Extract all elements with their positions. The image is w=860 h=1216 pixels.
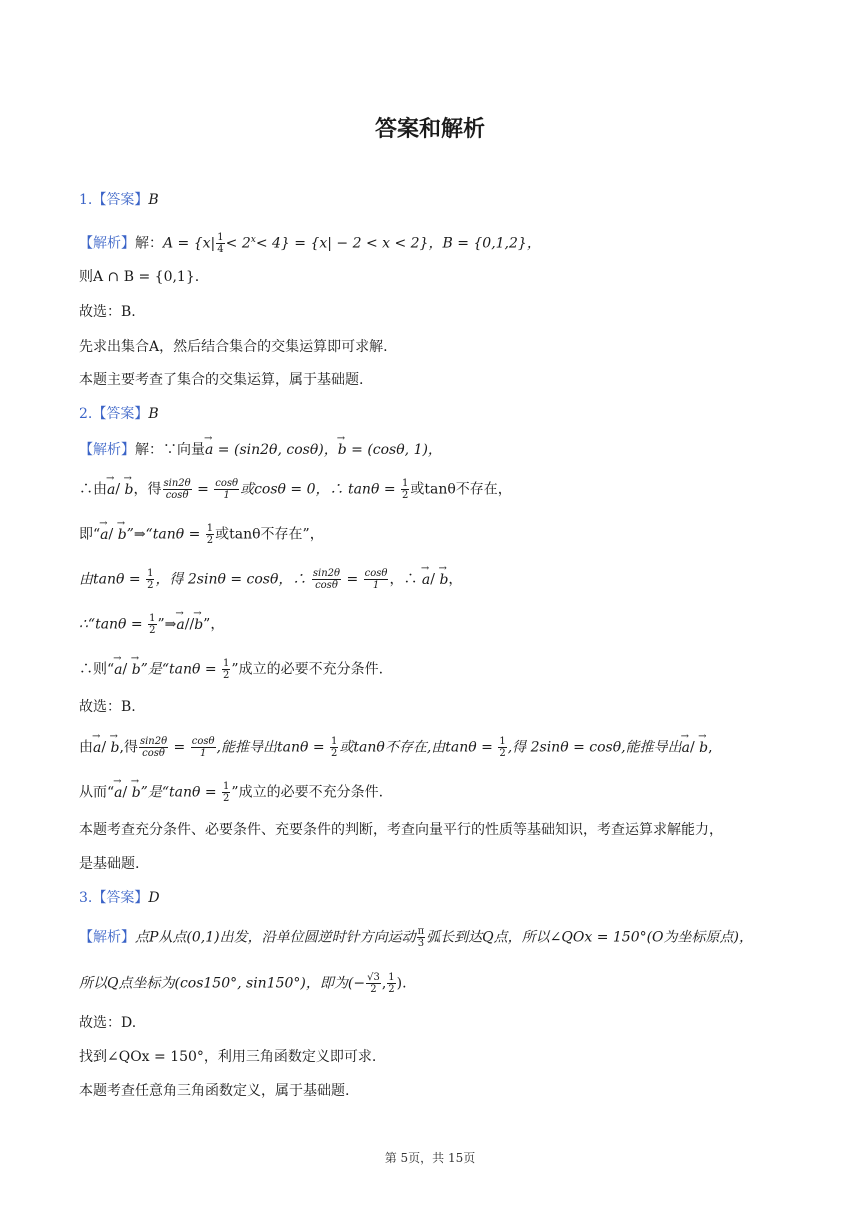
q1-math: B = {0,1,2}，	[442, 235, 541, 252]
q2-analysis-line-5: ∴“tanθ = $\frac{1}{2}$ ”⇒→ a//→ b”，	[79, 613, 224, 636]
q1-analysis-line-1	[79, 230, 541, 255]
q2-text: 解：∵向量	[135, 442, 205, 458]
q2-number: 2.	[79, 406, 93, 422]
q2-analysis-line-2: ∴由→ a/ → b，得 $\frac{\sin 2\theta}{\cos\theta}$ = $\frac{\cos\theta}{1}$ 或cosθ = 0，∴ tanθ = $\frac{1}{2}$ 或tanθ不存在，	[79, 478, 512, 501]
q2-analysis-line-11: 是基础题.	[79, 856, 140, 872]
q1-math: A = {x|	[163, 235, 216, 252]
q2-analysis-line-4: 由tanθ = $\frac{1}{2}$ ，得 2sinθ = cosθ，∴ $\frac{\sin 2\theta}{\cos\theta}$ = $\frac{\cos\theta}{1}$ ，∴ → a/ → b，	[79, 568, 462, 591]
q1-fraction: $\frac{1}{4}$	[217, 232, 224, 256]
q3-analysis-line-3: 故选：D.	[79, 1015, 137, 1031]
q1-exponent: x	[250, 235, 256, 245]
q2-analysis-line-8: 由→ a/ → b,得 $\frac{\sin 2\theta}{\cos\theta}$ = $\frac{\cos\theta}{1}$ ,能推导出tanθ = $\frac{1}{2}$ 或tanθ不存在,由tanθ = $\frac{1}{2}$ ,得 2sinθ = cosθ,能推导出→ a/ → b,	[79, 736, 713, 759]
q2-analysis-line-6: ∴则“→ a/ → b”是“tanθ = $\frac{1}{2}$ ”成立的必要不充分条件.	[79, 658, 383, 681]
q1-analysis-line-4: 先求出集合A，然后结合集合的交集运算即可求解.	[79, 339, 388, 355]
q1-analysis-line-2: 则A ∩ B = {0,1}.	[79, 269, 200, 285]
q1-text: 解：	[135, 235, 163, 252]
q3-answer-line	[79, 888, 160, 908]
vector-b: → b	[338, 440, 347, 460]
q2-analysis-line-10: 本题考查充分条件、必要条件、充要条件的判断，考查向量平行的性质等基础知识，考查运算求解能力，	[79, 822, 723, 838]
page-title: 答案和解析	[374, 117, 485, 142]
page-footer: 第 5页，共 15页	[384, 1151, 476, 1165]
q1-analysis-line-3: 故选：B.	[79, 304, 136, 320]
q2-analysis-line-9: 从而“→ a/ → b”是“tanθ = $\frac{1}{2}$ ”成立的必要不充分条件.	[79, 781, 383, 804]
q1-answer-tag: 【答案】	[92, 192, 149, 208]
q2-math: = (cosθ, 1)，	[346, 442, 442, 458]
vector-a: → a	[205, 440, 213, 460]
q1-answer-line	[79, 190, 159, 210]
q2-math: = (sin2θ, cosθ)，	[213, 442, 338, 458]
q3-analysis-line-4: 找到∠QOx = 150°，利用三角函数定义即可求.	[79, 1049, 377, 1065]
q1-number: 1.	[79, 192, 93, 208]
q2-analysis-tag: 【解析】	[79, 442, 135, 458]
q3-analysis-line-2: 所以Q点坐标为(cos150°, sin150°)，即为(− $\frac{√3}{2}$ , $\frac{1}{2}$ ).	[79, 972, 407, 995]
q3-number: 3.	[79, 890, 93, 906]
q3-answer-tag: 【答案】	[92, 890, 149, 906]
q3-analysis-line-5: 本题考查任意角三角函数定义，属于基础题.	[79, 1083, 350, 1099]
q3-answer: D	[148, 890, 160, 906]
q2-analysis-line-3: 即“→ a/ → b”⇒“tanθ = $\frac{1}{2}$ 或tanθ不存在”，	[79, 523, 324, 546]
q2-answer: B	[148, 406, 159, 422]
q2-answer-tag: 【答案】	[92, 406, 149, 422]
q2-analysis-line-7: 故选：B.	[79, 699, 136, 715]
q1-answer: B	[148, 192, 159, 208]
q2-answer-line	[79, 404, 159, 424]
q3-analysis-line-1: 【解析】点P从点(0,1)出发，沿单位圆逆时针方向运动 $\frac{\pi}{3}$ 弧长到达Q点，所以∠QOx = 150°(O为坐标原点)，	[79, 926, 753, 949]
q1-math: < 4} = {x| − 2 < x < 2}，	[255, 235, 443, 252]
q2-analysis-line-1	[79, 440, 442, 460]
q1-analysis-tag: 【解析】	[79, 235, 135, 252]
q1-math: < 2	[225, 235, 251, 252]
q1-analysis-line-5: 本题主要考查了集合的交集运算，属于基础题.	[79, 372, 364, 388]
q3-analysis-tag: 【解析】	[79, 929, 135, 946]
